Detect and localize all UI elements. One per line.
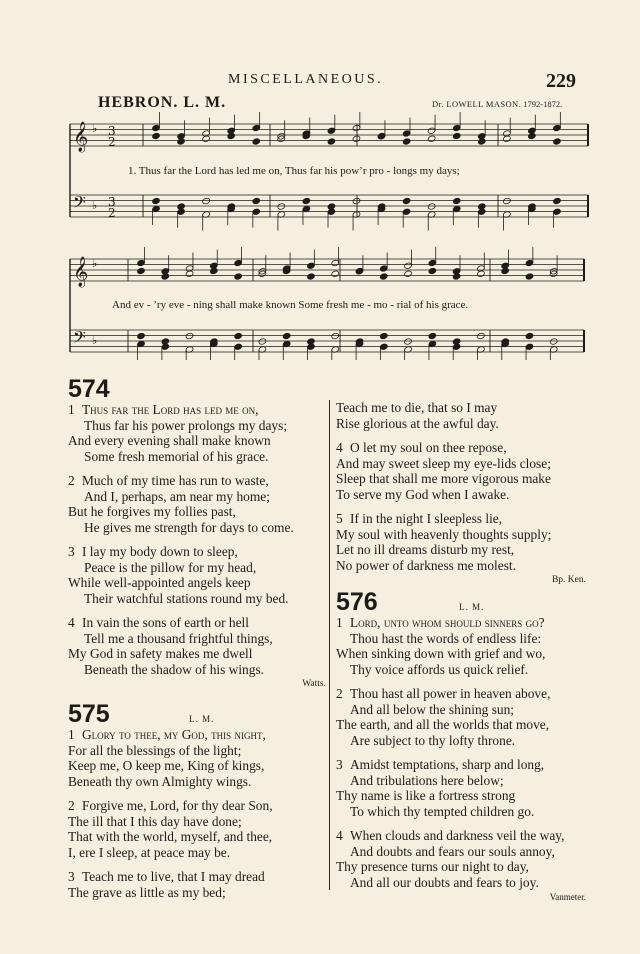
hymn-575-number: 575 [68, 699, 110, 728]
note-head [525, 273, 534, 280]
note-head [185, 332, 194, 339]
note-head [380, 343, 389, 350]
notes [137, 112, 561, 360]
time-sig-denominator: 2 [108, 135, 116, 149]
note-head [234, 332, 243, 339]
note-head [137, 332, 146, 339]
note-head [477, 270, 486, 277]
hymn-575-verse-2: 2 Forgive me, Lord, for thy dear Son, The ill that I this day have done; That with the world, myself, and thee, I, ere I sleep, at peace may be. [68, 798, 273, 860]
note-head [404, 270, 413, 277]
system2-lyrics: And ev - ’ry eve - ning shall make known Some fresh me - mo - rial of his grace. [112, 299, 469, 311]
note-head [137, 259, 146, 266]
note-head [402, 208, 411, 215]
note-head [553, 124, 562, 131]
note-head [331, 270, 340, 277]
clefs [73, 121, 116, 351]
note-head [402, 138, 411, 145]
note-head [477, 138, 486, 145]
note-head [452, 273, 461, 280]
flat-sign: ♭ [92, 199, 98, 212]
note-head [210, 267, 219, 274]
hymn-576-meter: L. M. [459, 601, 485, 612]
note-head [452, 124, 461, 131]
note-head [528, 132, 537, 139]
hymn-574-number: 574 [68, 375, 110, 403]
hymn-576-attribution: Vanmeter. [549, 892, 586, 902]
note-head [553, 208, 562, 215]
note-head [452, 343, 461, 350]
note-head [427, 127, 436, 134]
note-head [302, 197, 311, 204]
page-number: 229 [546, 70, 576, 92]
hymn-576-verse-1: 1 Lord, unto whom should sinners go? Thou hast the words of endless life: When sinking down with grief and wo, Thy voice affords us quick relief. [336, 615, 546, 677]
note-head [553, 138, 562, 145]
running-header: MISCELLANEOUS. [228, 72, 384, 87]
composer-name: Dr. LOWELL MASON. [432, 99, 522, 109]
note-head [234, 343, 243, 350]
note-head [331, 259, 340, 266]
treble-clef: 𝄞 [73, 257, 89, 287]
tune-name: HEBRON. L. M. [98, 94, 227, 111]
note-head [355, 267, 364, 274]
note-head [402, 197, 411, 204]
note-head [327, 208, 336, 215]
hymn-574-verse-1: 1 Thus far the Lord has led me on, Thus far his power prolongs my days; And every evening shall make known Some fresh memorial of his grace. [68, 402, 288, 464]
note-head [202, 135, 211, 142]
time-sig-numerator: 3 [108, 195, 116, 209]
hymn-576-verse-4: 4 When clouds and darkness veil the way, And doubts and fears our souls annoy, Thy presence turns our night to day, And all our doubts and fears to joy. [336, 828, 565, 890]
flat-sign: ♭ [92, 257, 98, 270]
note-head [352, 124, 361, 131]
note-head [252, 138, 261, 145]
note-head [152, 132, 161, 139]
note-head [352, 135, 361, 142]
note-head [380, 273, 389, 280]
note-head [161, 273, 170, 280]
note-head [553, 197, 562, 204]
note-head [477, 332, 486, 339]
note-head [307, 262, 316, 269]
note-head [331, 332, 340, 339]
note-head [252, 208, 261, 215]
note-head [477, 208, 486, 215]
note-head [352, 197, 361, 204]
note-head [404, 338, 413, 345]
left-column [68, 376, 326, 900]
note-head [427, 135, 436, 142]
hymn-575-verse-1: 1 Glory to thee, my God, this night, For all the blessings of the light; Keep me, O keep me, King of kings, Beneath thy own Almighty wings. [68, 727, 266, 789]
note-head [327, 127, 336, 134]
note-head [185, 270, 194, 277]
note-head [252, 197, 261, 204]
hymn-574-verse-3: 3 I lay my body down to sleep, Peace is the pillow for my head, While well-appointed angels keep Their watchful stations round my bed. [68, 544, 289, 606]
hymn-576-number: 576 [336, 587, 378, 616]
note-head [503, 197, 512, 204]
note-head [427, 203, 436, 210]
note-head [503, 135, 512, 142]
composer-dates: 1792-1872. [523, 99, 563, 109]
hymn-575-verse-4: 4 O let my soul on thee repose, And may sweet sleep my eye-lids close; Sleep that shall me more vigorous make To serve my God when I awake. [336, 440, 551, 502]
note-head [137, 267, 146, 274]
hymn-574-attribution: Watts. [302, 679, 326, 689]
note-head [380, 332, 389, 339]
hymn-575-verse-3a: 3 Teach me to live, that I may dread The grave as little as my bed; [68, 869, 265, 900]
note-head [549, 338, 558, 345]
right-column [336, 400, 594, 906]
note-head [525, 332, 534, 339]
note-head [377, 132, 386, 139]
bass-clef: 𝄢 [73, 327, 86, 351]
note-head [161, 343, 170, 350]
hymn-575-verse-5: 5 If in the night I sleepless lie, My soul with heavenly thoughts supply; Let no ill dreams disturb my rest, No power of darkness me molest. [336, 511, 552, 573]
treble-clef: 𝄞 [73, 122, 89, 152]
note-head [525, 259, 534, 266]
hymn-574-verse-2: 2 Much of my time has run to waste, And I, perhaps, am near my home; But he forgives my follies past, He gives me strength for days to come. [68, 473, 294, 535]
hymn-576-heading [336, 589, 594, 616]
column-divider [329, 400, 330, 890]
note-head [501, 267, 510, 274]
note-head [327, 138, 336, 145]
hymn-576-verse-2: 2 Thou hast all power in heaven above, And all below the shining sun; The earth, and all the worlds that move, Are subject to thy lofty throne. [336, 686, 551, 748]
note-head [525, 343, 534, 350]
note-head [428, 332, 437, 339]
note-head [428, 267, 437, 274]
note-head [402, 130, 411, 137]
hymn-575-meter: L. M. [189, 713, 215, 724]
note-head [380, 265, 389, 272]
note-head [177, 138, 186, 145]
system1-lyrics: 1. Thus far the Lord has led me on, Thus far his pow’r pro - longs my days; [128, 165, 460, 177]
hymn-575-attribution: Bp. Ken. [551, 575, 586, 585]
time-sig-denominator: 2 [108, 206, 116, 220]
note-head [282, 332, 291, 339]
note-head [177, 208, 186, 215]
note-head [307, 343, 316, 350]
hymn-575-verse-3b: Teach me to die, that so I may Rise glorious at the awful day. [336, 400, 499, 431]
note-head [404, 262, 413, 269]
note-head [234, 273, 243, 280]
note-head [307, 273, 316, 280]
hymn-575-heading [68, 701, 326, 728]
note-head [452, 197, 461, 204]
note-head [258, 338, 267, 345]
flat-sign: ♭ [92, 122, 98, 135]
note-head [252, 124, 261, 131]
note-head [152, 197, 161, 204]
hymn-574-verse-4: 4 In vain the sons of earth or hell Tell me a thousand frightful things, My God in safety makes me dwell Beneath the shadow of his wings. [68, 615, 273, 677]
note-head [234, 259, 243, 266]
staff-lines [70, 124, 588, 352]
time-sig-numerator: 3 [108, 124, 116, 138]
note-head [227, 132, 236, 139]
note-head [202, 197, 211, 204]
note-head [452, 132, 461, 139]
note-head [428, 259, 437, 266]
note-head [277, 203, 286, 210]
note-head [152, 124, 161, 131]
hymn-576-verse-3: 3 Amidst temptations, sharp and long, And tribulations here below; Thy name is like a fortress strong To which thy tempted children go. [336, 757, 545, 819]
bass-clef: 𝄢 [73, 192, 86, 216]
flat-sign: ♭ [92, 334, 98, 347]
